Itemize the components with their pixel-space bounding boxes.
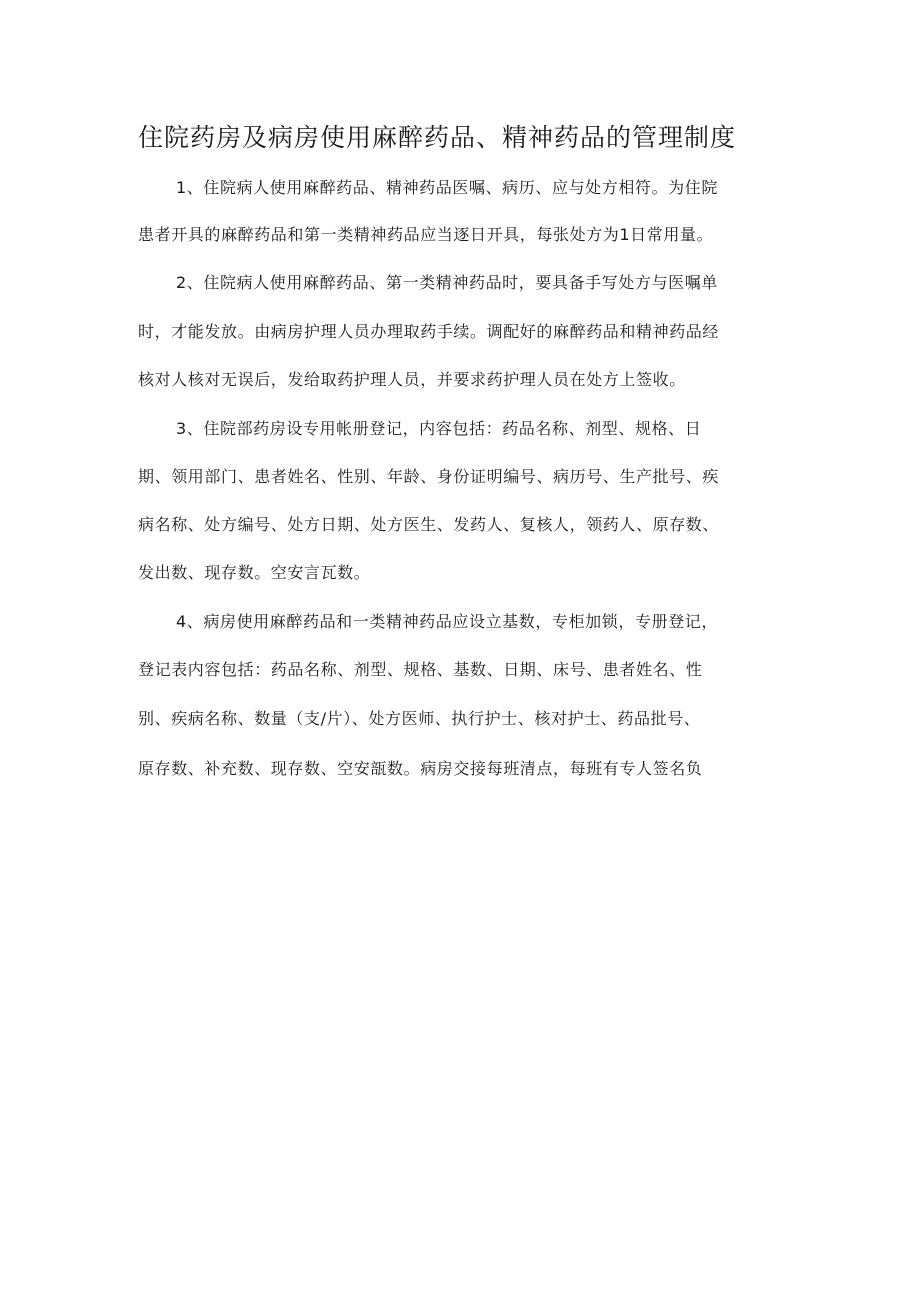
paragraph-4-line-1: 4、病房使用麻醉药品和一类精神药品应设立基数，专柜加锁，专册登记， (176, 612, 718, 631)
paragraph-1-line-2: 患者开具的麻醉药品和第一类精神药品应当逐日开具，每张处方为1日常用量。 (138, 225, 714, 244)
paragraph-1-line-1: 1、住院病人使用麻醉药品、精神药品医嘱、病历、应与处方相符。为住院 (176, 178, 718, 197)
page-title: 住院药房及病房使用麻醉药品、精神药品的管理制度 (138, 123, 737, 152)
paragraph-2-line-1: 2、住院病人使用麻醉药品、第一类精神药品时，要具备手写处方与医嘱单 (176, 273, 718, 292)
paragraph-4-line-3: 别、疾病名称、数量（支/片）、处方医师、执行护士、核对护士、药品批号、 (138, 709, 701, 728)
paragraph-3-line-2: 期、领用部门、患者姓名、性别、年龄、身份证明编号、病历号、生产批号、疾 (138, 467, 720, 486)
paragraph-3-line-1: 3、住院部药房设专用帐册登记，内容包括：药品名称、剂型、规格、日 (176, 419, 702, 438)
paragraph-4-line-4: 原存数、补充数、现存数、空安瓿数。病房交接每班清点，每班有专人签名负 (138, 759, 703, 778)
paragraph-3-line-3: 病名称、处方编号、处方日期、处方医生、发药人、复核人，领药人、原存数、 (138, 515, 720, 534)
paragraph-4-line-2: 登记表内容包括：药品名称、剂型、规格、基数、日期、床号、患者姓名、性 (138, 660, 703, 679)
paragraph-2-line-3: 核对人核对无误后，发给取药护理人员，并要求药护理人员在处方上签收。 (138, 370, 686, 389)
paragraph-2-line-2: 时，才能发放。由病房护理人员办理取药手续。调配好的麻醉药品和精神药品经 (138, 322, 720, 341)
paragraph-3-line-4: 发出数、现存数。空安言瓦数。 (138, 563, 371, 582)
